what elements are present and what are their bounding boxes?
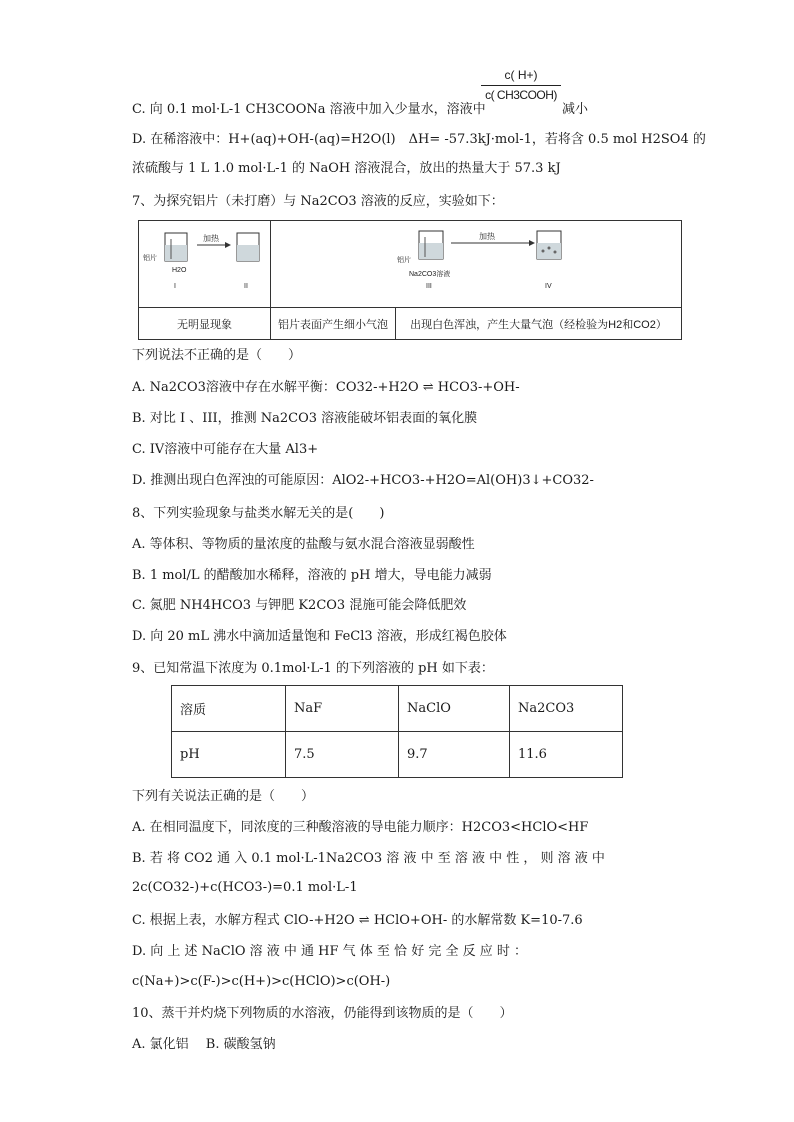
q8-option-d: D. 向 20 mL 沸水中滴加适量饱和 FeCl3 溶液，形成红褐色胶体 [132,629,507,644]
option-d-line-1: D. 在稀溶液中：H+(aq)+OH-(aq)=H2O(l) ΔH= -57.3kJ·mol-1，若将含 0.5 mol H2SO4 的 [132,132,706,147]
q9-ph-table [171,685,623,778]
label-beaker-iv: IV [545,283,552,290]
option-c-line [132,101,486,119]
option-d-line-2: 浓硫酸与 1 L 1.0 mol·L-1 的 NaOH 溶液混合，放出的热量大于 57.3 kJ [132,161,561,176]
ph-header-cell: NaClO [399,686,510,732]
ph-data-cell: 9.7 [399,732,510,778]
q7-option-b: B. 对比 I 、III，推测 Na2CO3 溶液能破坏铝表面的氧化膜 [132,411,478,426]
q8-stem: 8、下列实验现象与盐类水解无关的是( ) [132,506,385,521]
ph-data-cell: 11.6 [510,732,623,778]
q7-prompt: 下列说法不正确的是（ ） [132,348,302,363]
fraction-bar [481,85,561,86]
fraction-denominator: c( CH3COOH) [485,88,557,102]
ph-header-cell: Na2CO3 [510,686,623,732]
option-c-text: C. 向 0.1 mol·L-1 CH3COONa 溶液中加入少量水，溶液中 [132,102,486,117]
q9-prompt: 下列有关说法正确的是（ ） [132,789,315,804]
label-heat-1: 加热 [203,234,219,243]
observation-2: 铝片表面产生细小气泡 [271,308,396,340]
ph-data-cell: pH [172,732,286,778]
option-c-tail: 减小 [562,102,589,117]
q9-option-d-line-2: c(Na+)>c(F-)>c(H+)>c(HClO)>c(OH-) [132,974,391,989]
q10-options-ab: A. 氯化铝 B. 碳酸氢钠 [132,1037,276,1052]
q9-option-b-line-1: B. 若 将 CO2 通 入 0.1 mol·L-1Na2CO3 溶 液 中 至 溶 液 中 性 ， 则 溶 液 中 [132,851,605,866]
q8-option-a: A. 等体积、等物质的量浓度的盐酸与氨水混合溶液显弱酸性 [132,537,475,552]
q9-stem: 9、已知常温下浓度为 0.1mol·L-1 的下列溶液的 pH 如下表： [132,661,494,676]
ph-data-cell: 7.5 [286,732,399,778]
q8-option-c: C. 氮肥 NH4HCO3 与钾肥 K2CO3 混施可能会降低肥效 [132,598,467,613]
q7-stem: 7、为探究铝片（未打磨）与 Na2CO3 溶液的反应，实验如下： [132,194,504,209]
experiment-cell-3-4 [271,221,682,308]
observation-3: 出现白色浑浊，产生大量气泡（经检验为H2和CO2） [396,308,682,340]
q9-option-b-line-2: 2c(CO32-)+c(HCO3-)=0.1 mol·L-1 [132,880,358,895]
beaker-diagram-right [271,221,681,304]
label-beaker-i: I [174,283,176,290]
q9-option-c: C. 根据上表，水解方程式 ClO-+H2O ⇌ HClO+OH- 的水解常数 K=10-7.6 [132,913,583,928]
experiment-cell-1-2 [139,221,271,308]
q9-option-a: A. 在相同温度下，同浓度的三种酸溶液的导电能力顺序：H2CO3<HClO<HF [132,820,589,835]
observation-1: 无明显现象 [139,308,271,340]
ph-header-cell: 溶质 [172,686,286,732]
q10-stem: 10、蒸干并灼烧下列物质的水溶液，仍能得到该物质的是（ ） [132,1006,513,1021]
label-na2co3-solution: Na2CO3溶液 [409,271,451,278]
q7-experiment-table [138,220,682,340]
q7-option-c: C. IV溶液中可能存在大量 Al3+ [132,442,319,457]
q7-option-d: D. 推测出现白色浑浊的可能原因：AlO2-+HCO3-+H2O=Al(OH)3↓+CO32- [132,473,594,488]
ph-header-cell: NaF [286,686,399,732]
concentration-fraction [481,68,561,104]
fraction-numerator: c( H+) [504,68,538,82]
label-beaker-ii: II [244,283,248,290]
label-water: H2O [172,267,187,274]
q9-option-d-line-1: D. 向 上 述 NaClO 溶 液 中 通 HF 气 体 至 恰 好 完 全 反 应 时 ： [132,944,527,959]
label-al-piece-1: 铝片 [143,255,157,262]
label-heat-2: 加热 [479,232,495,241]
q8-option-b: B. 1 mol/L 的醋酸加水稀释，溶液的 pH 增大，导电能力减弱 [132,568,492,583]
label-beaker-iii: III [426,283,432,290]
label-al-piece-2: 铝片 [397,257,411,264]
q7-option-a: A. Na2CO3溶液中存在水解平衡：CO32-+H2O ⇌ HCO3-+OH- [132,380,520,395]
